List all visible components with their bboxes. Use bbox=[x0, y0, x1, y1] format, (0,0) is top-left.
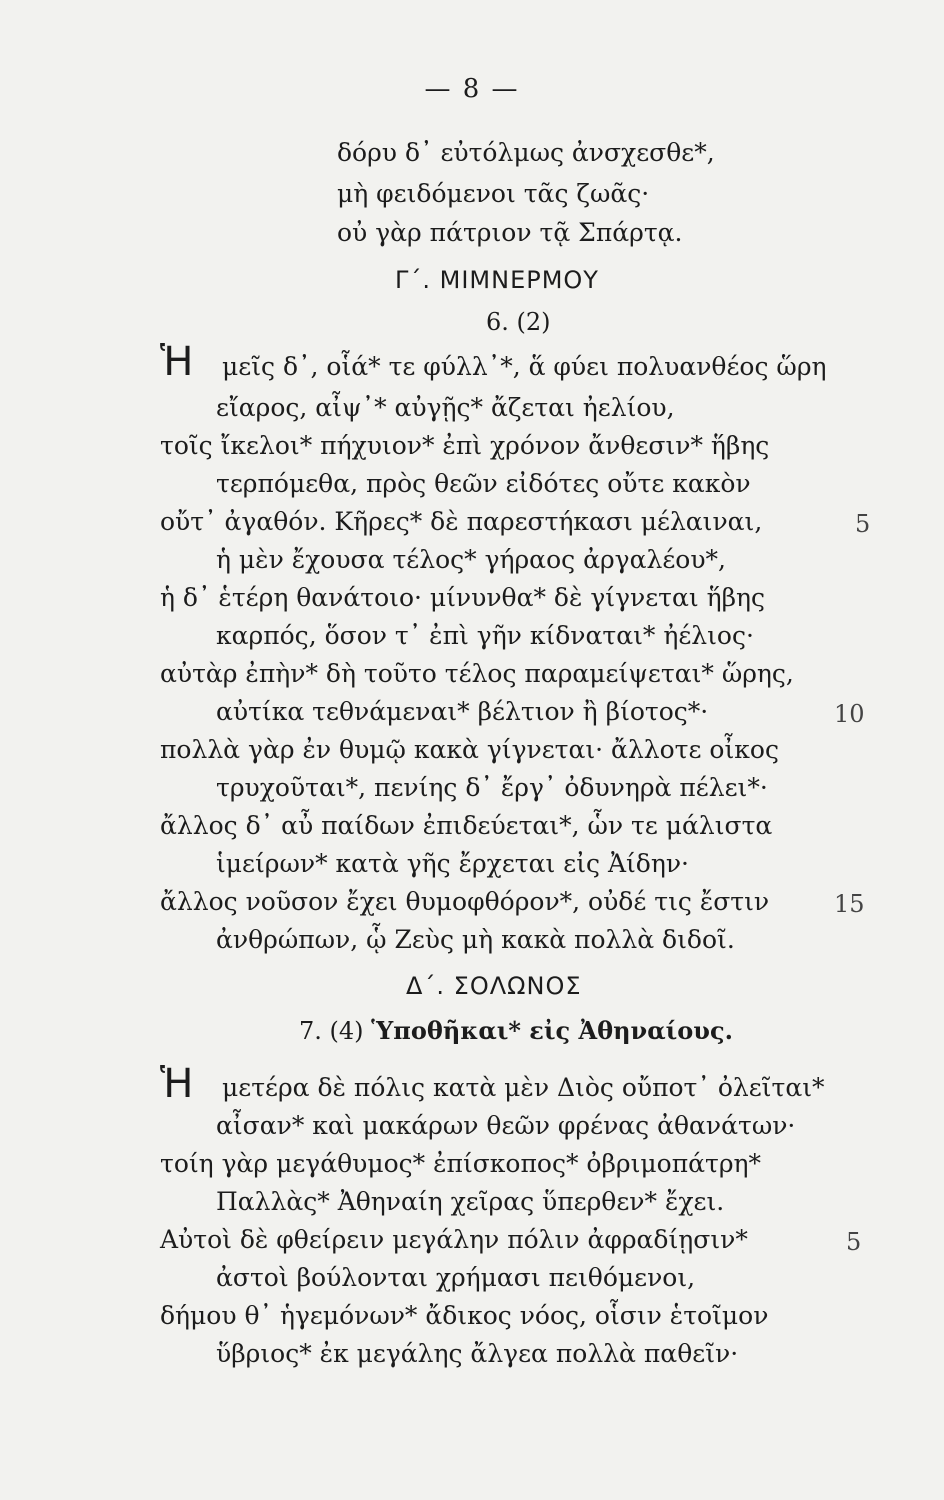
verse-line: πολλὰ γὰρ ἐν θυμῷ κακὰ γίγνεται· ἄλλοτε οἶκος bbox=[160, 735, 779, 764]
verse-line: αὐτὰρ ἐπὴν* δὴ τοῦτο τέλος παραμείψεται* ὥρης, bbox=[160, 659, 794, 688]
verse-line: εἴαρος, αἶψ᾿* αὐγῇς* ἄζεται ἠελίου, bbox=[216, 393, 675, 422]
verse-line: αἶσαν* καὶ μακάρων θεῶν φρένας ἀθανάτων· bbox=[216, 1111, 796, 1140]
verse-line: Αὐτοὶ δὲ φθείρειν μεγάλην πόλιν ἀφραδίῃσιν* bbox=[160, 1225, 748, 1254]
verse-line: ἀστοὶ βούλονται χρήμασι πειθόμενοι, bbox=[216, 1263, 696, 1292]
verse-line: ὕβριος* ἐκ μεγάλης ἄλγεα πολλὰ παθεῖν· bbox=[216, 1339, 739, 1368]
line-number: 15 bbox=[834, 890, 865, 918]
verse-line: ἡ δ᾿ ἑτέρη θανάτοιο· μίνυνθα* δὲ γίγνεται ἥβης bbox=[160, 583, 766, 612]
verse-line: ἱμείρων* κατὰ γῆς ἔρχεται εἰς Ἀίδην· bbox=[216, 849, 689, 878]
page-number: — 8 — bbox=[424, 74, 520, 104]
drop-cap: Ἡ bbox=[160, 1061, 194, 1107]
verse-line: ἄλλος νοῦσον ἔχει θυμοφθόρον*, οὐδέ τις ἔστιν bbox=[160, 887, 770, 916]
verse-line: ἡ μὲν ἔχουσα τέλος* γήραος ἀργαλέου*, bbox=[216, 545, 726, 574]
verse-line: μεῖς δ᾿, οἷά* τε φύλλ᾿*, ἅ φύει πολυανθέος ὥρη bbox=[222, 352, 827, 381]
verse-line: τοίη γὰρ μεγάθυμος* ἐπίσκοπος* ὀβριμοπάτρη* bbox=[160, 1149, 762, 1178]
verse-line: τερπόμεθα, πρὸς θεῶν εἰδότες οὔτε κακὸν bbox=[216, 469, 751, 498]
verse-line: δήμου θ᾿ ἡγεμόνων* ἄδικος νόος, οἷσιν ἑτοῖμον bbox=[160, 1301, 769, 1330]
poem-number: 7. (4) bbox=[299, 1017, 364, 1045]
line-number: 5 bbox=[846, 1228, 862, 1256]
verse-line: δόρυ δ᾿ εὐτόλμως ἀνσχεσθε*, bbox=[337, 138, 715, 167]
line-number: 5 bbox=[855, 510, 871, 538]
poem-number: 6. (2) bbox=[486, 308, 551, 336]
verse-line: καρπός, ὅσον τ᾿ ἐπὶ γῆν κίδναται* ἠέλιος· bbox=[216, 621, 754, 650]
verse-line: οὐ γὰρ πάτριον τᾷ Σπάρτᾳ. bbox=[337, 218, 683, 247]
verse-line: τοῖς ἴκελοι* πήχυιον* ἐπὶ χρόνον ἄνθεσιν* ἥβης bbox=[160, 431, 770, 460]
verse-line: αὐτίκα τεθνάμεναι* βέλτιον ἢ βίοτος*· bbox=[216, 697, 709, 726]
verse-line: ἄλλος δ᾿ αὖ παίδων ἐπιδεύεται*, ὧν τε μάλιστα bbox=[160, 811, 773, 840]
line-number: 10 bbox=[834, 700, 865, 728]
drop-cap: Ἡ bbox=[160, 339, 194, 385]
verse-line: οὔτ᾿ ἀγαθόν. Κῆρες* δὲ παρεστήκασι μέλαιναι, bbox=[160, 507, 763, 536]
verse-line: μὴ φειδόμενοι τᾶς ζωᾶς· bbox=[337, 179, 650, 208]
verse-line: μετέρα δὲ πόλις κατὰ μὲν Διὸς οὔποτ᾿ ὀλεῖται* bbox=[222, 1073, 825, 1102]
verse-line: τρυχοῦται*, πενίης δ᾿ ἔργ᾿ ὀδυνηρὰ πέλει*· bbox=[216, 773, 768, 802]
section-heading-solon: Δ΄. ΣΟΛΩΝΟΣ bbox=[406, 972, 582, 1000]
section-heading-mimnermos: Γ΄. ΜΙΜΝΕΡΜΟΥ bbox=[395, 266, 599, 294]
poem-header bbox=[299, 1016, 733, 1045]
verse-line: ἀνθρώπων, ᾧ Ζεὺς μὴ κακὰ πολλὰ διδοῖ. bbox=[216, 925, 735, 954]
verse-line: Παλλὰς* Ἀθηναίη χεῖρας ὕπερθεν* ἔχει. bbox=[216, 1187, 725, 1216]
poem-title: Ὑποθῆκαι* εἰς Ἀθηναίους. bbox=[371, 1016, 733, 1045]
